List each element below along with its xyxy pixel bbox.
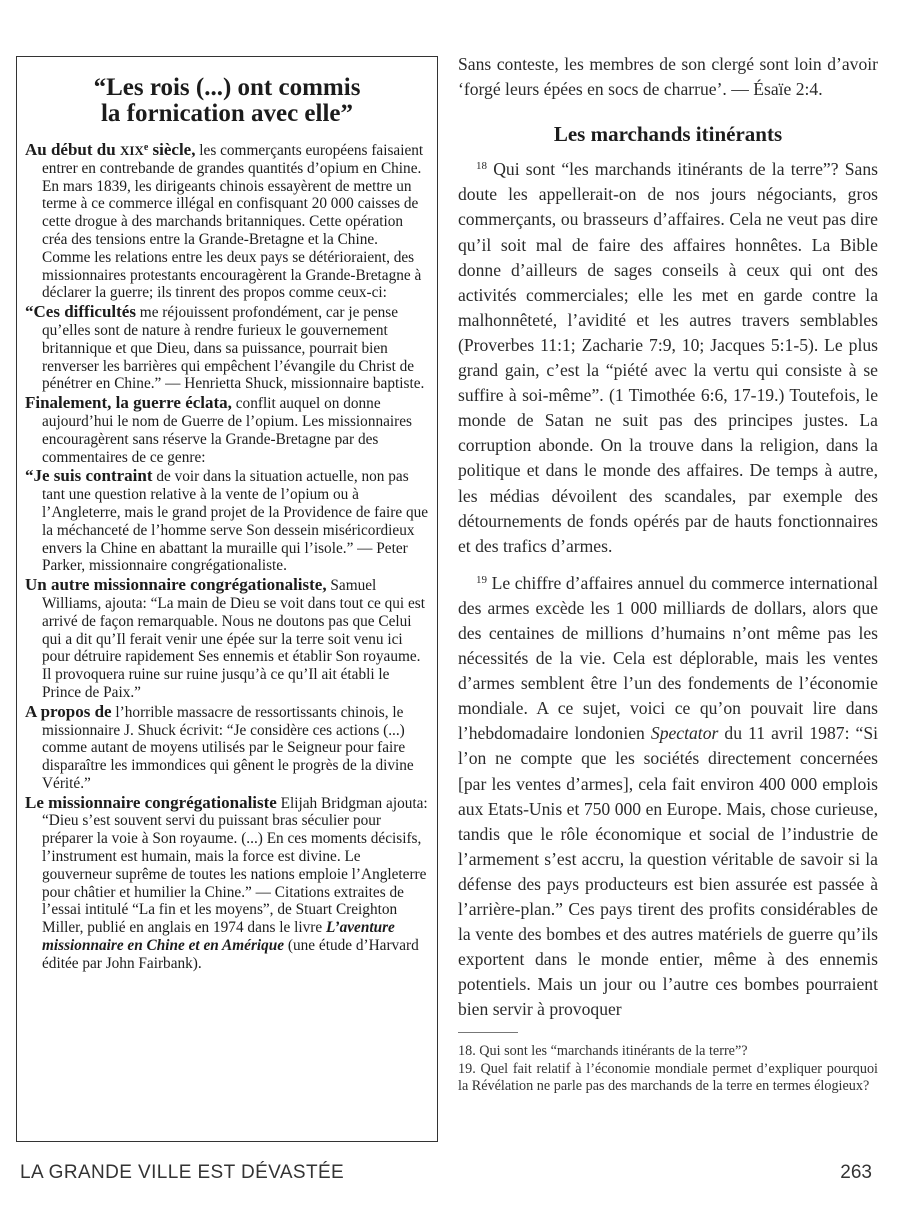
box-title-line2: la fornication avec elle” — [100, 100, 353, 127]
entry-text: me réjouissent profondément, car je pense qu’elles sont de nature à rendre furieux le gouvernement britannique et que Dieu, dans sa puissance, pourrait bien renverser les barrières qui empêchent l’évangile du Christ de pénétrer en Chine.” — Henrietta Shuck, missionnaire baptiste. — [42, 304, 425, 393]
entry-tail: (une étude d’Harvard éditée par John Fairbank). — [42, 937, 419, 972]
box-entry-5 — [25, 576, 429, 702]
box-title — [25, 75, 429, 127]
entry-lead: A propos de — [25, 701, 112, 721]
entry-text: de voir dans la situation actuelle, non pas tant une question relative à la vente de l’opium ou à l’Angleterre, mais le grand projet de la Providence de faire que la méchanceté de l’homme serve Son dessein miséricordieux envers la Chine en abattant la muraille qui l’isole.” — Peter Parker, missionnaire congrégationaliste. — [42, 468, 429, 575]
box-entry-2 — [25, 303, 429, 393]
sidebar-box — [16, 56, 438, 1142]
paragraph-number: 19 — [476, 573, 487, 586]
box-title-line1: “Les rois (...) ont commis — [93, 74, 361, 101]
entry-text: Samuel Williams, ajouta: “La main de Dieu se voit dans tout ce qui est arrivé de façon remarquable. Nous ne doutons pas que Celui qui a dit qu’Il ferait venir une épée sur la terre soit venu ici pour détruire rapidement Ses ennemis et établir Son royaume. Il provoquera ruine sur ruine jusqu’à ce qu’Il ait établi le Prince de Paix.” — [42, 577, 425, 701]
main-column — [458, 52, 878, 1096]
paragraph-18 — [458, 154, 878, 559]
paragraph-text: Le chiffre d’affaires annuel du commerce international des armes excède les 1 000 milliards de dollars, alors que des centaines de millions d’humains n’ont même pas les nécessités de la vie. Cela est déplorable, mais les ventes d’armes semblent être l’un des fondements de l’économie mondiale. A ce sujet, voici ce qu’on pouvait lire dans l’hebdomadaire londonien — [458, 572, 878, 744]
paragraph-text-cont: du 11 avril 1987: “Si l’on ne compte que les sociétés directement concernées [par les ventes d’armes], cela fait environ 400 000 emplois aux Etats-Unis et 750 000 en Europe. Mais, chose curieuse, tandis que le rôle économique et social de l’industrie de l’armement s’est accru, la question véritable de savoir si la défense des pays producteurs est bien assurée est passée à l’arrière-plan.” Ces pays tirent des profits considérables de la vente des bombes et des autres matériels de guerre qu’ils exportent dans le monde entier, même à des ennemis potentiels. Mais un jour ou l’autre ces bombes pourraient bien servir à provoquer — [458, 723, 879, 1020]
publication-title: Spectator — [650, 723, 719, 744]
paragraph-number: 18 — [476, 160, 487, 173]
entry-lead: “Je suis contraint — [25, 466, 153, 486]
entry-text: conflit auquel on donne aujourd’hui le nom de Guerre de l’opium. Les missionnaires encouragèrent sans réserve la Grande-Bretagne par des commentaires de ce genre: — [42, 395, 413, 466]
running-title: LA GRANDE VILLE EST DÉVASTÉE — [20, 1162, 345, 1183]
intro-paragraph: Sans conteste, les membres de son clergé sont loin d’avoir ‘forgé leurs épées en socs de charrue’. — Ésaïe 2:4. — [458, 54, 878, 100]
entry-text: l’horrible massacre de ressortissants chinois, le missionnaire J. Shuck écrivit: “Je considère ces actions (...) comme autant de moyens utilisés par le Seigneur pour faire disparaître les immondices qui gênent le progrès de la divine Vérité.” — [42, 703, 414, 792]
box-entry-1 — [25, 139, 429, 302]
entry-lead: Au début du XIXe siècle, — [25, 140, 196, 159]
study-questions — [458, 1043, 878, 1096]
box-entry-3 — [25, 394, 429, 466]
box-entry-7 — [25, 794, 429, 973]
paragraph-19 — [458, 568, 878, 1023]
entry-lead: “Ces difficultés — [25, 302, 136, 322]
box-entry-6 — [25, 703, 429, 793]
entry-lead: Finalement, la guerre éclata, — [25, 393, 232, 413]
entry-text: les commerçants européens faisaient entrer en contrebande de grandes quantités d’opium en Chine. En mars 1839, les dirigeants chinois essayèrent de mettre un terme à ce commerce illégal en confisquant 20 000 caisses de cette drogue à des marchands britanniques. Cette opération créa des tensions entre la Grande-Bretagne et la Chine. Comme les relations entre les deux pays se détérioraient, des missionnaires protestants encouragèrent la Grande-Bretagne à déclarer la guerre; ils tinrent des propos comme ceux-ci: — [42, 142, 424, 302]
paragraph-text: Qui sont “les marchands itinérants de la terre”? Sans doute les appellerait-on de nos jours négociants, gros commerçants, ou brasseurs d’affaires. Cela ne veut pas dire qu’il soit mal de faire des affaires honnêtes. La Bible donne d’ailleurs de sages conseils à ceux qui ont des activités commerciales; elle les met en garde contre la malhonnêteté, l’avidité et les autres travers semblables (Proverbes 11:1; Zacharie 7:9, 10; Jacques 5:1-5). Le plus grand gain, c’est la “piété avec la vertu qui consiste à se suffire à soi-même”. (1 Timothée 6:6, 17-19.) Toutefois, le monde de Satan ne suit pas des principes justes. La corruption abonde. On la trouve dans la religion, dans la politique et dans le monde des affaires. De temps à autre, les médias dévoilent des scandales, par exemple des détournements de fonds opérés par de hauts fonctionnaires et des trafics d’armes. — [458, 159, 878, 556]
entry-lead: Un autre missionnaire congrégationaliste, — [25, 575, 327, 595]
question-19: 19. Quel fait relatif à l’économie mondiale permet d’expliquer pourquoi la Révélation ne parle pas des marchands de la terre en termes élogieux? — [458, 1060, 878, 1095]
entry-lead: Le missionnaire congrégationaliste — [25, 792, 277, 812]
page-number: 263 — [840, 1162, 872, 1183]
book-title: L’aventure missionnaire en Chine et en Amérique — [42, 919, 395, 955]
box-entry-4 — [25, 467, 429, 575]
entry-text: Elijah Bridgman ajouta: “Dieu s’est souvent servi du puissant bras séculier pour préparer la voie à Son royaume. (...) En ces moments décisifs, l’instrument est humain, mais la force est divine. Le gouverneur suprême de toutes les nations emploie l’Angleterre pour châtier et humilier la Chine.” — Citations extraites de l’essai intitulé “La fin et les moyens”, de Stuart Creighton Miller, publié en anglais en 1974 dans le livre — [42, 794, 428, 937]
section-heading: Les marchands itinérants — [553, 122, 783, 147]
footnote-divider — [458, 1032, 518, 1033]
question-18: 18. Qui sont les “marchands itinérants de la terre”? — [458, 1043, 748, 1060]
